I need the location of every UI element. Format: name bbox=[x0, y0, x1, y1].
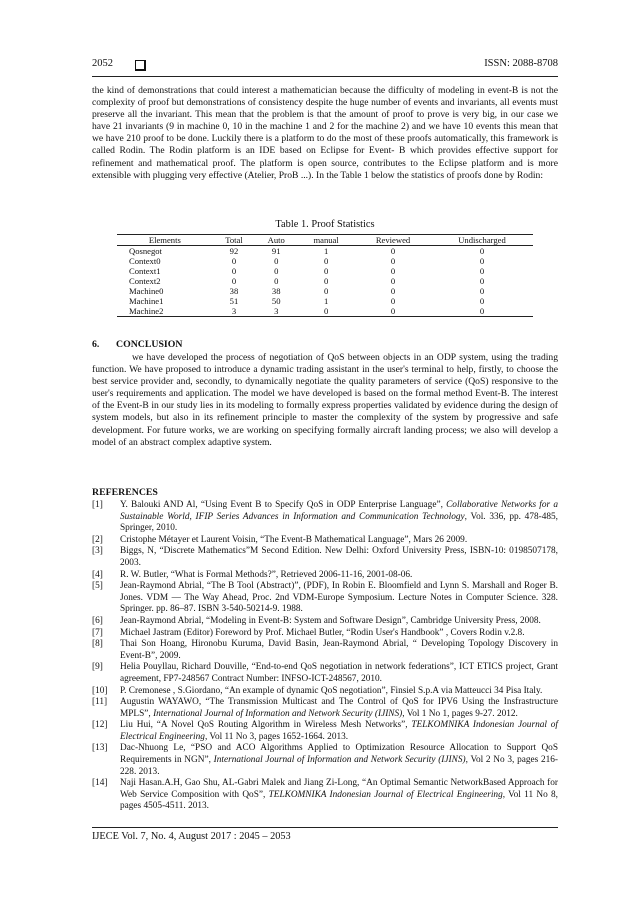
reference-text-tail: , Vol 2 No 3, pages 216-228. 2013. bbox=[120, 755, 558, 777]
table-row bbox=[117, 256, 533, 266]
reference-item bbox=[92, 500, 558, 535]
reference-number: [14] bbox=[92, 778, 108, 789]
reference-number: [7] bbox=[92, 627, 103, 638]
reference-text: P. Cremonese , S.Giordano, “An example of dynamic QoS negotiation”, Finsiel S.p.A via Matteucci 34 Pisa Italy. bbox=[120, 685, 543, 696]
reference-venue: TELKOMNIKA Indonesian Journal of Electrical Engineering bbox=[120, 720, 558, 742]
reference-text-tail: , Vol 11 No 3, pages 1652-1664. 2013. bbox=[204, 731, 349, 742]
table-cell: 0 bbox=[479, 256, 485, 266]
table-cell: 0 bbox=[479, 296, 485, 306]
reference-text: Cristophe Métayer et Laurent Voisin, “The Event-B Mathematical Language”, Mars 26 2009. bbox=[120, 534, 468, 545]
page-number: 2052 bbox=[92, 58, 113, 69]
reference-text: Naji Hasan.A.H, Gao Shu, AL-Gabri Malek and Jiang Zi-Long, “An Optimal Semantic NetworkBased Approach for Web Service Composition with QoS”, bbox=[120, 778, 558, 800]
reference-item bbox=[92, 581, 558, 616]
reference-text: Jean-Raymond Abrial, “Modeling in Event-B: System and Software Design”, Cambridge University Press, 2008. bbox=[120, 615, 541, 626]
table-cell: 92 bbox=[229, 246, 239, 256]
reference-number: [11] bbox=[92, 697, 108, 708]
table-row bbox=[117, 286, 533, 296]
reference-item bbox=[92, 628, 558, 640]
table-header-cell: Total bbox=[213, 235, 256, 246]
reference-text-tail: , Vol 11 No 8, pages 4505-4511. 2013. bbox=[120, 789, 558, 812]
table-cell: 1 bbox=[323, 246, 329, 256]
table-cell: 0 bbox=[323, 276, 329, 286]
reference-number: [9] bbox=[92, 662, 103, 673]
reference-item bbox=[92, 720, 558, 743]
header-rule bbox=[92, 76, 558, 77]
table-cell: 0 bbox=[231, 266, 237, 276]
table-cell: 0 bbox=[297, 306, 355, 317]
reference-number: [2] bbox=[92, 534, 103, 545]
table-cell: 91 bbox=[271, 246, 281, 256]
table-cell: 50 bbox=[271, 296, 281, 306]
table-row bbox=[117, 276, 533, 286]
table-row-label: Context2 bbox=[129, 276, 161, 286]
table-row-label: Qosnegot bbox=[129, 246, 162, 256]
reference-text-tail: , Vol. 336, pp. 478-485, Springer, 2010. bbox=[120, 511, 558, 534]
reference-number: [13] bbox=[92, 743, 108, 754]
reference-text: Jean-Raymond Abrial, “The B Tool (Abstract)”, (PDF), In Robin E. Bloomfield and Lynn S. Marshall and Roger B. Jones. VDM — The Way Ahead, Proc. 2nd VDM-Europe Symposium. Lecture Notes in Computer Science. 328. Springer. pp. 86–87. ISBN 3-540-50214-9. 1988. bbox=[120, 581, 558, 615]
reference-text: Michael Jastram (Editor) Foreword by Prof. Michael Butler, “Rodin User's Handbook” , Covers Rodin v.2.8. bbox=[120, 627, 525, 638]
table-row bbox=[117, 306, 533, 317]
reference-number: [4] bbox=[92, 569, 103, 580]
issn-label: ISSN: 2088-8708 bbox=[484, 58, 558, 69]
section-heading bbox=[92, 339, 182, 350]
reference-item bbox=[92, 616, 558, 628]
references-list bbox=[92, 500, 558, 813]
reference-number: [6] bbox=[92, 615, 103, 626]
table-cell: 3 bbox=[255, 306, 297, 317]
table-cell: 0 bbox=[390, 256, 396, 266]
reference-text-tail: , Vol 1 No 1, pages 9-27. 2012. bbox=[402, 708, 518, 719]
table-header-cell: manual bbox=[297, 235, 355, 246]
table-cell: 0 bbox=[390, 296, 396, 306]
reference-item bbox=[92, 570, 558, 582]
table-cell: 0 bbox=[323, 266, 329, 276]
table-header-row bbox=[117, 235, 533, 246]
table-cell: 0 bbox=[274, 266, 279, 276]
reference-item bbox=[92, 535, 558, 547]
conclusion-paragraph: we have developed the process of negotiation of QoS between objects in an ODP system, using the trading function. We have proposed to introduce a dynamic trading assistant in the user's terminal to help, firstly, to choose the best service provider and, secondly, to dynamically negotiate the quality parameters of service (QoS) responsive to the user's requirements and application. The model we have developed is based on the formal method Event-B. The interest of the Event-B in our study lies in its modeling to formally express properties validated by evidence during the design of system models, but also in its refinement principle to master the complexity of the system by progressive and safe development. For future works, we are working on specifying formally aircraft landing process; we also will develop a model of an abstract complex adaptive system. bbox=[92, 352, 558, 448]
table-row-label: Machine2 bbox=[117, 306, 213, 317]
reference-text: Augustin WAYAWO, “The Transmission Multicast and The Control of QoS for IPV6 Using the Insfrastructure MPLS”, bbox=[120, 697, 558, 719]
table-cell: 0 bbox=[390, 286, 396, 296]
table-cell: 0 bbox=[355, 306, 431, 317]
reference-venue: International Journal of Information and Network Security (IJINS) bbox=[213, 755, 466, 766]
table-header-cell: Undischarged bbox=[431, 235, 533, 246]
running-header bbox=[92, 58, 558, 74]
reference-text: R. W. Butler, “What is Formal Methods?”, Retrieved 2006-11-16, 2001-08-06. bbox=[120, 569, 413, 580]
reference-venue: TELKOMNIKA Indonesian Journal of Electrical Engineering bbox=[268, 789, 503, 800]
reference-item bbox=[92, 686, 558, 698]
table-cell: 38 bbox=[229, 286, 239, 296]
table-header-cell: Elements bbox=[117, 235, 213, 246]
table-cell: 0 bbox=[390, 266, 396, 276]
reference-text: Thai Son Hoang, Hironobu Kuruma, David Basin, Jean-Raymond Abrial, “ Developing Topology Discovery in Event-B”, 2009. bbox=[120, 639, 558, 661]
table-cell: 38 bbox=[271, 286, 281, 296]
table-row-label: Context0 bbox=[129, 256, 161, 266]
proof-statistics-table bbox=[117, 234, 533, 317]
checkbox-square-icon bbox=[135, 60, 146, 71]
table-cell: 0 bbox=[479, 286, 485, 296]
reference-text: Y. Balouki AND Al, “Using Event B to Specify QoS in ODP Enterprise Language”, bbox=[120, 500, 447, 510]
table-cell: 0 bbox=[323, 286, 329, 296]
table-cell: 0 bbox=[274, 256, 279, 266]
table-row-label: Machine0 bbox=[129, 286, 164, 296]
reference-item bbox=[92, 697, 558, 720]
reference-text: Liu Hui, “A Novel QoS Routing Algorithm in Wireless Mesh Networks”, bbox=[120, 720, 412, 731]
reference-number: [10] bbox=[92, 685, 108, 696]
table-cell: 0 bbox=[479, 276, 485, 286]
reference-number: [12] bbox=[92, 720, 108, 731]
reference-item bbox=[92, 778, 558, 813]
section-number: 6. bbox=[92, 339, 100, 350]
table-cell: 0 bbox=[479, 266, 485, 276]
reference-text: Dac-Nhuong Le, “PSO and ACO Algorithms Applied to Optimization Resource Allocation to Support QoS Requirements in NGN”, bbox=[120, 743, 558, 766]
table-cell: 0 bbox=[274, 276, 279, 286]
reference-item bbox=[92, 639, 558, 662]
intro-paragraph: the kind of demonstrations that could interest a mathematician because the difficulty of modeling in event-B is not the complexity of proof but demonstrations of consistency despite the huge number of events and invariants, all events must preserve all the invariant. This mean that the problem is that the amount of proof to prove is very big, in our case we have 21 invariants (9 in machine 0, 10 in the machine 1 and 2 for the machine 2) and we have 10 events this mean that we have 210 proof to be done. Luckily there is a platform to do the most of these proofs automatically, this framework is called Rodin. The Rodin platform is an IDE based on Eclipse for Event- B which provides effective support for refinement and mathematical proof. The platform is open source, contributes to the Eclipse platform and is more extensible with plugging very effective (Atelier, ProB ...). In the Table 1 below the statistics of proofs done by Rodin: bbox=[92, 85, 558, 181]
table-cell: 0 bbox=[479, 246, 485, 256]
table-cell: 0 bbox=[231, 276, 237, 286]
reference-number: [3] bbox=[92, 546, 103, 557]
reference-item bbox=[92, 546, 558, 569]
table-cell: 0 bbox=[431, 306, 533, 317]
table-cell: 1 bbox=[323, 296, 329, 306]
table-header-cell: Auto bbox=[255, 235, 297, 246]
table-caption: Table 1. Proof Statistics bbox=[275, 219, 375, 230]
reference-number: [1] bbox=[92, 500, 103, 510]
references-heading: REFERENCES bbox=[92, 487, 158, 498]
table-row bbox=[117, 246, 533, 257]
table-row bbox=[117, 266, 533, 276]
reference-number: [5] bbox=[92, 581, 103, 592]
reference-text: Helia Pouyllau, Richard Douville, “End-to-end QoS negotiation in network federations”, ICT ETICS project, Grant agreement, FP7-248567 Contract Number: INFSO-ICT-248567, 2010. bbox=[120, 662, 558, 684]
table-cell: 0 bbox=[323, 256, 329, 266]
table-row-label: Context1 bbox=[129, 266, 161, 276]
table-body bbox=[117, 246, 533, 317]
table-row bbox=[117, 296, 533, 306]
reference-venue: International Journal of Information and Network Security (IJINS) bbox=[153, 708, 403, 719]
table-cell: 51 bbox=[229, 296, 239, 306]
reference-item bbox=[92, 662, 558, 685]
section-title: CONCLUSION bbox=[116, 339, 183, 350]
table-cell: 3 bbox=[213, 306, 256, 317]
running-footer: IJECE Vol. 7, No. 4, August 2017 : 2045 – 2053 bbox=[92, 831, 291, 842]
table-cell: 0 bbox=[231, 256, 237, 266]
table-row-label: Machine1 bbox=[129, 296, 164, 306]
table-header-cell: Reviewed bbox=[355, 235, 431, 246]
reference-text: Biggs, N, “Discrete Mathematics”M Second Edition. New Delhi: Oxford University Press, ISBN-10: 0198507178, 2003. bbox=[120, 546, 558, 568]
reference-venue: Collaborative Networks for a Sustainable World, IFIP Series Advances in Information and Communication Technology bbox=[120, 500, 558, 522]
reference-item bbox=[92, 743, 558, 778]
reference-number: [8] bbox=[92, 639, 103, 650]
footer-rule bbox=[92, 827, 558, 828]
table-cell: 0 bbox=[390, 246, 396, 256]
table-cell: 0 bbox=[390, 276, 396, 286]
